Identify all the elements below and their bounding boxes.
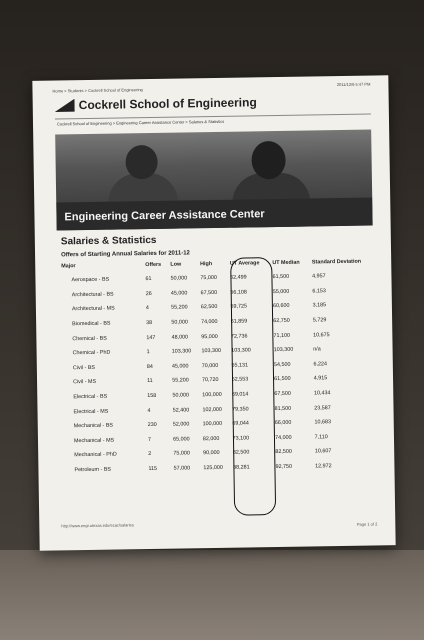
salary-table: [59, 255, 380, 477]
cell-low: 57,000: [173, 465, 191, 472]
breadcrumb: Cockrell School of Engineering > Engineering Career Assistance Center > Salaries & Statistics: [56, 118, 225, 127]
cell-major: Aerospace - BS: [71, 276, 110, 284]
printed-page: [32, 75, 395, 551]
cell-low: 50,000: [170, 275, 188, 282]
cell-offers: 7: [147, 436, 152, 443]
cell-high: 95,000: [201, 333, 218, 340]
cell-stddev: 12,972: [315, 463, 332, 470]
cell-median: 54,500: [273, 361, 291, 368]
cell-offers: 1: [146, 349, 150, 356]
cell-average: 62,499: [230, 274, 247, 282]
cell-average: 62,553: [231, 376, 249, 384]
cell-high: 70,000: [201, 362, 219, 370]
cell-stddev: 6,224: [313, 361, 328, 368]
cell-average: 82,500: [232, 449, 250, 457]
cell-average: 88,281: [233, 464, 250, 471]
cell-offers: 158: [147, 392, 157, 400]
cell-low: 48,000: [171, 334, 189, 341]
cell-median: 62,750: [273, 317, 290, 325]
cell-stddev: 5,729: [312, 317, 327, 324]
cell-stddev: 6,153: [312, 288, 326, 295]
col-ut-median: UT Median: [272, 259, 300, 267]
cell-low: 50,000: [171, 319, 188, 326]
cell-offers: 147: [146, 334, 156, 341]
cell-high: 102,000: [202, 406, 222, 413]
col-high: High: [200, 261, 213, 268]
cell-median: 74,000: [275, 434, 292, 441]
cell-median: 92,750: [275, 463, 293, 471]
print-date: 2011/12/6 5:47 PM: [336, 81, 371, 88]
cell-stddev: 10,675: [313, 331, 330, 339]
banner-photo: [55, 130, 372, 231]
cell-major: Chemical - BS: [72, 335, 107, 342]
cell-major: Electrical - MS: [73, 408, 109, 415]
cell-median: 103,300: [273, 347, 294, 354]
footer-url: http://www.engr.utexas.edu/ecac/salaries: [61, 522, 134, 529]
cell-median: 60,600: [272, 303, 290, 310]
cell-major: Electrical - BS: [73, 393, 108, 401]
section-title: Salaries & Statistics: [60, 234, 157, 248]
cell-average: 55,131: [231, 362, 249, 369]
cell-median: 82,500: [275, 449, 292, 456]
cell-stddev: 7,110: [314, 434, 328, 441]
cell-low: 52,000: [172, 421, 190, 428]
cell-major: Mechanical - MS: [73, 437, 115, 445]
cell-average: 56,108: [230, 289, 247, 296]
cell-low: 55,200: [172, 377, 189, 385]
cell-stddev: 4,957: [312, 273, 326, 280]
cell-offers: 11: [147, 378, 153, 385]
top-breadcrumb: Home > Students > Cockrell School of Engineering: [52, 87, 143, 94]
cell-high: 62,500: [200, 304, 218, 311]
cell-median: 67,500: [274, 390, 291, 398]
cell-major: Civil - MS: [73, 379, 97, 386]
col-offers: Offers: [145, 261, 162, 269]
cell-stddev: 10,434: [313, 390, 331, 397]
cell-major: Mechanical - PhD: [74, 451, 117, 459]
cell-high: 74,000: [201, 319, 218, 326]
cell-low: 65,000: [173, 436, 190, 443]
cell-high: 125,000: [203, 464, 223, 472]
cell-low: 50,000: [172, 392, 190, 399]
cell-stddev: n/a: [313, 346, 321, 353]
cell-offers: 4: [145, 305, 149, 312]
cell-average: 72,736: [230, 333, 248, 340]
cell-low: 45,000: [170, 290, 188, 297]
cell-average: 59,725: [230, 303, 248, 311]
cell-offers: 26: [145, 290, 152, 297]
col-low: Low: [170, 261, 182, 268]
cell-average: 79,350: [232, 406, 249, 413]
table-subtitle: Offers of Starting Annual Salaries for 2011-12: [61, 250, 190, 259]
cell-offers: 115: [148, 465, 158, 473]
cell-average: 103,300: [231, 347, 251, 354]
cell-low: 52,400: [172, 407, 190, 414]
cell-major: Biomedical - BS: [72, 320, 111, 328]
col-ut-average: UT Average: [229, 260, 260, 267]
cell-stddev: 10,683: [314, 419, 331, 426]
cell-offers: 230: [147, 422, 157, 429]
cell-median: 71,100: [273, 332, 291, 339]
cell-average: 69,044: [232, 420, 249, 427]
cell-major: Architectural - BS: [71, 291, 114, 299]
cell-high: 90,000: [203, 450, 220, 457]
cell-offers: 38: [146, 320, 153, 327]
cell-average: 69,014: [231, 391, 249, 398]
cell-major: Civil - BS: [72, 364, 96, 372]
cell-low: 103,300: [171, 348, 192, 355]
cell-stddev: 10,607: [314, 448, 332, 455]
cell-high: 100,000: [202, 391, 222, 399]
cell-offers: 84: [146, 363, 153, 370]
banner-title: Engineering Career Assistance Center: [64, 208, 265, 224]
cell-offers: 61: [145, 276, 152, 283]
cell-major: Architectural - MS: [71, 306, 115, 313]
cell-major: Mechanical - BS: [73, 422, 114, 430]
cell-average: 61,859: [230, 318, 248, 325]
cell-median: 61,500: [272, 274, 290, 281]
logo-icon: [55, 99, 75, 112]
cell-median: 55,000: [272, 288, 290, 295]
handdrawn-circle-ut-average: [230, 257, 276, 516]
cell-stddev: 23,587: [314, 404, 331, 412]
cell-high: 100,000: [202, 421, 223, 428]
page-number: Page 1 of 2: [356, 521, 378, 527]
cell-low: 75,000: [173, 450, 190, 458]
cell-high: 67,500: [200, 289, 218, 297]
cell-stddev: 3,185: [312, 302, 327, 309]
col-major: Major: [61, 263, 76, 270]
site-title: Cockrell School of Engineering: [78, 95, 257, 113]
cell-stddev: 4,915: [313, 375, 328, 382]
cell-median: 66,000: [274, 420, 292, 427]
cell-offers: 2: [148, 451, 152, 458]
table-surface: [0, 550, 424, 640]
cell-average: 73,100: [232, 435, 250, 442]
site-header: [55, 95, 257, 112]
cell-low: 45,000: [171, 363, 189, 370]
cell-high: 70,720: [201, 377, 219, 384]
cell-high: 75,000: [200, 275, 217, 282]
cell-high: 103,300: [201, 348, 222, 355]
cell-median: 61,500: [274, 376, 291, 383]
cell-low: 55,200: [171, 304, 188, 312]
cell-median: 81,500: [274, 405, 292, 412]
cell-high: 82,000: [202, 435, 220, 443]
cell-major: Petroleum - BS: [74, 466, 112, 474]
cell-offers: 4: [147, 407, 151, 414]
col-std-dev: Standard Deviation: [311, 258, 362, 266]
cell-major: Chemical - PhD: [72, 349, 111, 357]
